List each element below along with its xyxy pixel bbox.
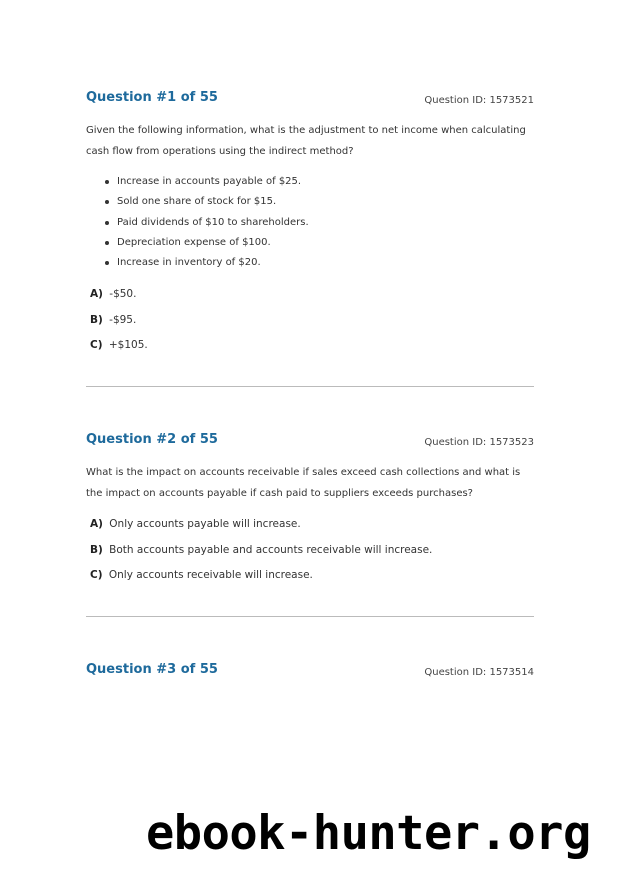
option-text: -$50. <box>109 288 137 300</box>
question-2-header <box>86 432 534 452</box>
question-3-header <box>86 662 534 682</box>
answer-option-b[interactable] <box>90 308 148 334</box>
option-letter: B) <box>90 313 103 326</box>
question-1-text: Given the following information, what is the adjustment to net income when calculating cash flow from operations using the indirect method? <box>86 125 526 157</box>
list-item: Increase in inventory of $20. <box>104 253 309 273</box>
question-2-title: Question #2 of 55 <box>86 432 218 447</box>
question-1-title: Question #1 of 55 <box>86 90 218 105</box>
option-letter: C) <box>90 569 103 581</box>
list-item: Increase in accounts payable of $25. <box>104 172 309 192</box>
list-item: Paid dividends of $10 to shareholders. <box>104 213 309 233</box>
question-2-options <box>90 512 432 589</box>
question-2-text: What is the impact on accounts receivable if sales exceed cash collections and what is the impact on accounts payable if cash paid to suppliers exceeds purchases? <box>86 467 521 499</box>
list-item: Sold one share of stock for $15. <box>104 192 309 212</box>
question-3-title: Question #3 of 55 <box>86 662 218 677</box>
watermark: ebook-hunter.org <box>146 806 591 861</box>
divider <box>86 386 534 387</box>
question-1-id: Question ID: 1573521 <box>424 95 534 106</box>
answer-option-a[interactable] <box>90 512 432 538</box>
question-3-id: Question ID: 1573514 <box>424 667 534 678</box>
answer-option-a[interactable] <box>90 282 148 308</box>
option-text: Only accounts payable will increase. <box>109 518 301 530</box>
question-2-id: Question ID: 1573523 <box>424 437 534 448</box>
question-1-options <box>90 282 148 359</box>
option-text: +$105. <box>108 339 148 351</box>
question-1-given-list <box>104 172 309 273</box>
option-text: -$95. <box>109 313 137 326</box>
answer-option-c[interactable] <box>90 563 432 589</box>
answer-option-c[interactable] <box>90 333 148 359</box>
option-text: Both accounts payable and accounts receivable will increase. <box>109 543 433 556</box>
option-letter: A) <box>90 518 103 530</box>
option-letter: C) <box>90 339 103 351</box>
answer-option-b[interactable] <box>90 538 432 564</box>
list-item: Depreciation expense of $100. <box>104 233 309 253</box>
question-1-header <box>86 90 534 110</box>
option-letter: B) <box>90 543 103 556</box>
option-text: Only accounts receivable will increase. <box>108 569 313 581</box>
option-letter: A) <box>90 288 103 300</box>
divider <box>86 616 534 617</box>
